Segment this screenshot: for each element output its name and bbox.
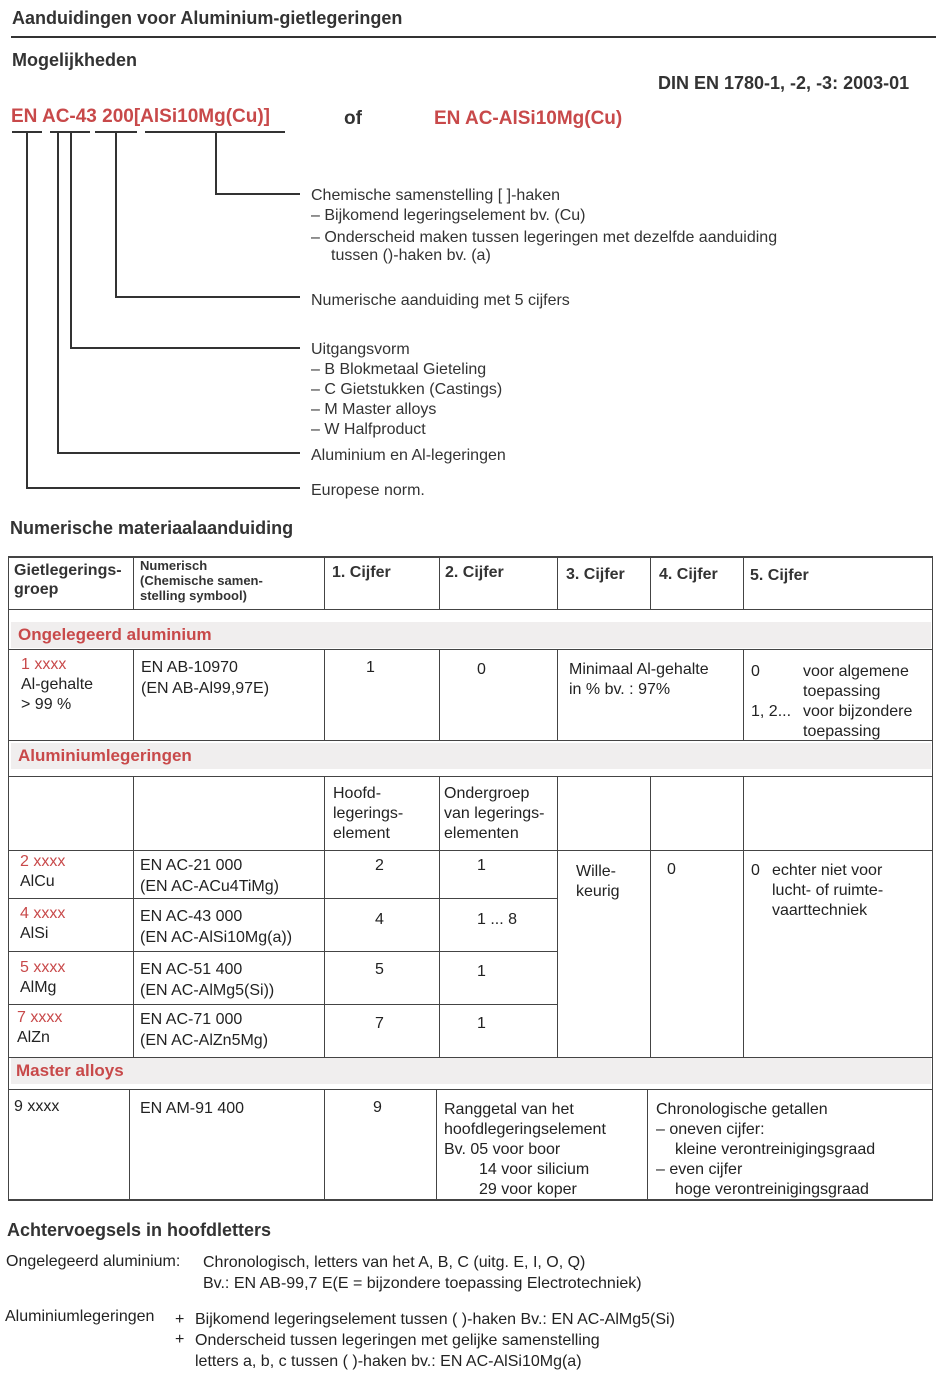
alloy-row-4-name: AlZn [17, 1029, 50, 1046]
header-digit-3: 3. Cijfer [566, 566, 625, 583]
alloy-row-3-name: AlMg [20, 979, 57, 996]
hdr-sep-4 [557, 557, 558, 609]
alloy-row-3-group [20, 958, 65, 998]
alloy-subheader-d2-line1: Ondergroep [444, 785, 530, 802]
unalloyed-bottom [8, 740, 933, 741]
alloy-digit-3 [576, 862, 620, 902]
master-d2-line4: 14 voor silicium [479, 1161, 590, 1178]
code-example-left: EN AC-43 200[AlSi10Mg(Cu)] [11, 106, 271, 127]
unalloyed-digit-2: 0 [477, 661, 486, 678]
alloy-subheader-d1-line2: legerings- [333, 805, 404, 822]
numeric-heading: Numerische materiaalaanduiding [10, 518, 294, 538]
alloy-row-1-num-2: (EN AC-ACu4TiMg) [140, 878, 279, 895]
unalloyed-digit-1: 1 [366, 659, 375, 676]
un-sep-3 [439, 650, 440, 740]
connector-chem-v [215, 131, 217, 194]
al-sep-4 [557, 777, 558, 1058]
alloy-row-4-group [17, 1008, 62, 1048]
alloy-digit-3-line1: Wille- [576, 863, 616, 880]
alloy-row-3-code: 5 xxxx [20, 959, 66, 976]
annotation-form-w: – W Halfproduct [311, 421, 426, 438]
connector-eu-v [26, 131, 28, 488]
unalloyed-digit-5-a-line1: voor algemene [803, 663, 909, 680]
alloy-row-1-name: AlCu [20, 873, 55, 890]
group-alloys-label: Aluminiumlegeringen [18, 746, 192, 765]
al-sep-5 [650, 777, 651, 1058]
unalloyed-digit-5-key-b: 1, 2... [751, 703, 792, 720]
bracket-c [70, 131, 90, 133]
header-digit-2: 2. Cijfer [445, 564, 504, 581]
alloy-row-line-1 [8, 898, 557, 899]
connector-num-h [115, 296, 300, 298]
unalloyed-numeric-cell [141, 657, 269, 699]
alloy-row-1-group [20, 852, 65, 892]
unalloyed-num-2: (EN AB-Al99,97E) [141, 680, 270, 697]
header-group [14, 561, 122, 599]
hdr-sep-3 [439, 557, 440, 609]
master-numeric: EN AM-91 400 [140, 1100, 245, 1117]
annotation-form-m: – M Master alloys [311, 401, 437, 418]
al-sep-3 [439, 777, 440, 1058]
connector-form-v [70, 131, 72, 348]
header-group-line2: groep [14, 581, 59, 598]
connector-form-h [70, 347, 300, 349]
suffix-plus-2: + [175, 1331, 185, 1348]
unalloyed-num-1: EN AB-10970 [141, 659, 238, 676]
alloy-row-4-num-2: (EN AC-AlZn5Mg) [140, 1032, 269, 1049]
suffix-alloys-label: Aluminiumlegeringen [5, 1308, 155, 1325]
alloy-row-4-digit-1: 7 [375, 1015, 384, 1032]
group-unalloyed [11, 622, 931, 648]
alloy-subheader-digit-1 [333, 784, 403, 844]
alloy-subheader-d2-line2: van legerings- [444, 805, 545, 822]
master-d2-line2: hoofdlegeringselement [444, 1121, 606, 1138]
code-example-right: EN AC-AlSi10Mg(Cu) [434, 108, 623, 129]
header-numeric-line3: stelling symbool) [140, 588, 247, 603]
ma-sep-1 [129, 1090, 130, 1200]
hdr-sep-6 [743, 557, 744, 609]
annotation-european: Europese norm. [311, 482, 425, 499]
group-master-label: Master alloys [16, 1061, 124, 1080]
unalloyed-digit-5-key-a: 0 [751, 663, 760, 680]
alloy-digit-3-line2: keurig [576, 883, 620, 900]
alloy-digit-5-key: 0 [751, 862, 760, 879]
hdr-sep-5 [650, 557, 651, 609]
annotation-chem-2: – Onderscheid maken tussen legeringen met dezelfde aanduiding [311, 229, 778, 246]
header-numeric-line2: (Chemische samen- [140, 573, 263, 588]
master-d45-line3: kleine verontreinigingsgraad [675, 1141, 876, 1158]
alloy-digit-5-line2: lucht- of ruimte- [772, 882, 884, 899]
alloy-subheader-digit-2 [444, 784, 545, 844]
group-unalloyed-label: Ongelegeerd aluminium [18, 625, 212, 644]
alloy-row-1-digit-2: 1 [477, 857, 486, 874]
annotation-form-title: Uitgangsvorm [311, 341, 410, 358]
alloy-subheader-d1-line3: element [333, 825, 390, 842]
alloy-row-1-digit-1: 2 [375, 857, 384, 874]
alloy-row-2-digit-1: 4 [375, 911, 384, 928]
alloy-digit-5-line1: echter niet voor [772, 862, 883, 879]
unalloyed-digit-5-a [803, 662, 909, 702]
connector-chem-h [215, 193, 300, 195]
page-title: Aanduidingen voor Aluminium-gietlegeringen [12, 8, 403, 28]
alloy-row-3-digit-1: 5 [375, 961, 384, 978]
suffix-alloys-line3: letters a, b, c tussen ( )-haken bv.: EN AC-AlSi10Mg(a) [195, 1353, 582, 1370]
alloy-row-4-numeric [140, 1009, 268, 1051]
master-d45-line4: – even cijfer [656, 1161, 743, 1178]
header-digit-4: 4. Cijfer [659, 566, 718, 583]
unalloyed-group-cell [21, 655, 93, 715]
suffix-alloys-line1: Bijkomend legeringselement tussen ( )-haken Bv.: EN AC-AlMg5(Si) [195, 1311, 675, 1328]
unalloyed-digit-5-b-line2: toepassing [803, 723, 881, 740]
hdr-sep-1 [133, 557, 134, 609]
suffix-unalloyed-line2: Bv.: EN AB-99,7 E(E = bijzondere toepassing Electrotechniek) [203, 1275, 642, 1292]
master-d2-line3: Bv. 05 voor boor [444, 1141, 561, 1158]
unalloyed-desc-1: Al-gehalte [21, 676, 94, 693]
unalloyed-top [8, 649, 933, 650]
din-reference: DIN EN 1780-1, -2, -3: 2003-01 [658, 73, 910, 93]
unalloyed-code: 1 xxxx [21, 656, 67, 673]
alloy-digit-5-line3: vaarttechniek [772, 902, 868, 919]
un-sep-2 [324, 650, 325, 740]
unalloyed-digit-3 [569, 660, 709, 700]
connector-al-v [57, 131, 59, 453]
annotation-form-c: – C Gietstukken (Castings) [311, 381, 503, 398]
suffix-unalloyed-text [203, 1252, 642, 1294]
un-sep-6 [743, 650, 744, 740]
alloy-row-4-digit-2: 1 [477, 1015, 486, 1032]
bracket-a [50, 131, 70, 133]
or-label: of [344, 108, 362, 129]
master-top [8, 1089, 933, 1090]
alloy-row-3-num-1: EN AC-51 400 [140, 961, 243, 978]
suffix-unalloyed-line1: Chronologisch, letters van het A, B, C (uitg. E, I, O, Q) [203, 1254, 586, 1271]
alloy-subheader-d1-line1: Hoofd- [333, 785, 382, 802]
connector-num-v [115, 131, 117, 297]
group-alloys [11, 743, 931, 769]
mogelijkheden-heading: Mogelijkheden [12, 50, 138, 70]
suffix-heading: Achtervoegsels in hoofdletters [7, 1220, 272, 1240]
alloy-row-1-num-1: EN AC-21 000 [140, 857, 243, 874]
alloy-digit-5 [772, 861, 883, 921]
alloy-hdr-bottom [8, 850, 933, 851]
alloy-row-4-code: 7 xxxx [17, 1009, 63, 1026]
unalloyed-digit-5-b-line1: voor bijzondere [803, 703, 913, 720]
connector-al-h [57, 452, 300, 454]
annotation-form-b: – B Blokmetaal Gieteling [311, 361, 487, 378]
alloy-row-2-digit-2: 1 ... 8 [477, 911, 518, 928]
alloy-row-3-numeric [140, 959, 274, 1001]
annotation-numeric: Numerische aanduiding met 5 cijfers [311, 292, 570, 309]
ma-sep-2 [324, 1090, 325, 1200]
suffix-unalloyed-label: Ongelegeerd aluminium: [6, 1253, 181, 1270]
table-left-border [8, 556, 9, 1201]
annotation-chem-3: tussen ()-haken bv. (a) [331, 247, 491, 264]
alloy-row-1-code: 2 xxxx [20, 853, 66, 870]
header-numeric [140, 558, 263, 603]
master-d45-line5: hoge verontreinigingsgraad [675, 1181, 869, 1198]
alloy-row-2-numeric [140, 906, 292, 948]
un-sep-1 [133, 650, 134, 740]
alloy-row-line-3 [8, 1004, 557, 1005]
master-d2-line1: Ranggetal van het [444, 1101, 574, 1118]
master-d2-line5: 29 voor koper [479, 1181, 577, 1198]
un-sep-4 [557, 650, 558, 740]
title-rule [11, 36, 936, 38]
al-sep-6 [743, 777, 744, 1058]
suffix-plus-1: + [175, 1311, 185, 1328]
al-sep-2 [324, 777, 325, 1058]
alloy-row-2-num-2: (EN AC-AlSi10Mg(a)) [140, 929, 293, 946]
header-digit-5: 5. Cijfer [750, 567, 809, 584]
alloy-row-3-digit-2: 1 [477, 963, 486, 980]
unalloyed-digit-5-a-line2: toepassing [803, 683, 881, 700]
header-group-line1: Gietlegerings- [14, 562, 122, 579]
alloys-top [8, 776, 933, 777]
connector-eu-h [26, 487, 300, 489]
suffix-alloys-text [195, 1309, 675, 1372]
unalloyed-desc-2: > 99 % [21, 696, 72, 713]
unalloyed-digit-3-line1: Minimaal Al-gehalte [569, 661, 709, 678]
alloy-row-2-num-1: EN AC-43 000 [140, 908, 243, 925]
ma-sep-4 [647, 1090, 648, 1200]
alloy-digit-4: 0 [667, 861, 676, 878]
ma-sep-3 [436, 1090, 437, 1200]
alloy-subheader-d2-line3: elementen [444, 825, 519, 842]
master-code: 9 xxxx [14, 1098, 60, 1115]
hdr-bottom [8, 609, 933, 610]
suffix-alloys-line2: Onderscheid tussen legeringen met gelijke samenstelling [195, 1332, 600, 1349]
alloy-row-3-num-2: (EN AC-AlMg5(Si)) [140, 982, 275, 999]
master-d45-line1: Chronologische getallen [656, 1101, 828, 1118]
table-right-border [932, 556, 933, 1201]
header-digit-1: 1. Cijfer [332, 564, 391, 581]
alloy-row-2-name: AlSi [20, 925, 49, 942]
header-numeric-line1: Numerisch [140, 558, 208, 573]
alloy-row-2-group [20, 904, 65, 944]
master-digit-4-5 [656, 1100, 875, 1200]
alloy-row-4-num-1: EN AC-71 000 [140, 1011, 243, 1028]
al-sep-1 [133, 777, 134, 1058]
alloy-row-line-2 [8, 951, 557, 952]
annotation-chem-1: – Bijkomend legeringselement bv. (Cu) [311, 207, 586, 224]
annotation-chem-title: Chemische samenstelling [ ]-haken [311, 187, 561, 204]
annotation-aluminium: Aluminium en Al-legeringen [311, 447, 506, 464]
group-master [11, 1058, 931, 1084]
hdr-sep-2 [324, 557, 325, 609]
master-d45-line2: – oneven cijfer: [656, 1121, 765, 1138]
alloy-row-1-numeric [140, 855, 279, 897]
master-digit-2-3 [444, 1100, 606, 1200]
unalloyed-digit-5-b [803, 702, 912, 742]
alloy-row-2-code: 4 xxxx [20, 905, 66, 922]
unalloyed-digit-3-line2: in % bv. : 97% [569, 681, 671, 698]
master-digit-1: 9 [373, 1099, 382, 1116]
